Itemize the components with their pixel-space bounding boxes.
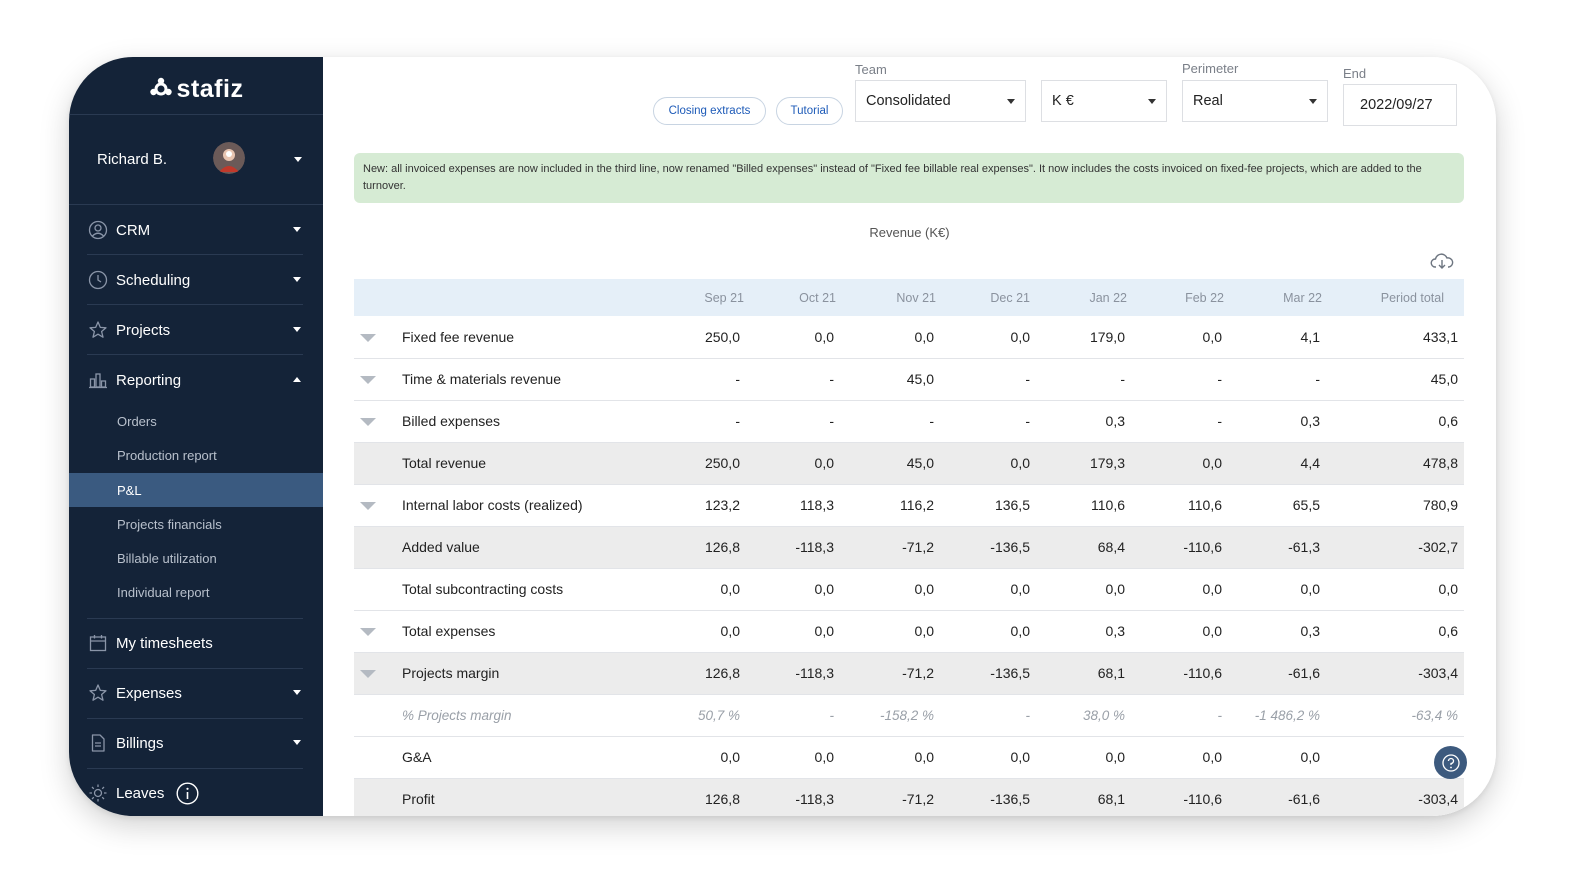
table-cell: -118,3 bbox=[751, 652, 845, 694]
table-cell: 179,0 bbox=[1038, 316, 1135, 358]
toggle-cell[interactable] bbox=[354, 316, 394, 358]
table-cell: 45,0 bbox=[845, 358, 942, 400]
unit-select[interactable] bbox=[1041, 80, 1167, 122]
expand-triangle-icon[interactable] bbox=[360, 628, 376, 636]
logo[interactable] bbox=[69, 71, 323, 107]
table-cell: -1 486,2 % bbox=[1232, 694, 1330, 736]
table-cell: 0,3 bbox=[1232, 400, 1330, 442]
chevron-down-icon bbox=[293, 740, 301, 745]
sidebar-item-label: My timesheets bbox=[116, 634, 213, 652]
sidebar-item-label: CRM bbox=[116, 221, 151, 239]
table-cell: -118,3 bbox=[751, 778, 845, 816]
table-cell: 0,0 bbox=[942, 736, 1038, 778]
sidebar-item-label: Leaves bbox=[116, 784, 165, 802]
toggle-cell bbox=[354, 694, 394, 736]
table-cell: 45,0 bbox=[845, 442, 942, 484]
column-header: Oct 21 bbox=[751, 279, 845, 316]
table-cell: -158,2 % bbox=[845, 694, 942, 736]
row-label: Time & materials revenue bbox=[394, 358, 654, 400]
logo-text: stafiz bbox=[176, 74, 244, 103]
table-cell: -71,2 bbox=[845, 526, 942, 568]
chevron-down-icon bbox=[1148, 99, 1156, 104]
table-cell: -136,5 bbox=[942, 526, 1038, 568]
table-cell: - bbox=[751, 358, 845, 400]
sidebar-item-crm[interactable] bbox=[87, 205, 303, 255]
column-header: Nov 21 bbox=[845, 279, 942, 316]
row-label: G&A bbox=[394, 736, 654, 778]
row-label: Billed expenses bbox=[394, 400, 654, 442]
sidebar-subitem-active-bg bbox=[69, 473, 323, 507]
sidebar-item-label: Reporting bbox=[116, 371, 182, 389]
sidebar-item-label: Expenses bbox=[116, 684, 182, 702]
table-cell: -136,5 bbox=[942, 652, 1038, 694]
table-cell: 4,4 bbox=[1232, 442, 1330, 484]
chevron-down-icon[interactable] bbox=[294, 157, 302, 162]
team-select[interactable] bbox=[855, 80, 1026, 122]
table-cell: - bbox=[845, 400, 942, 442]
table-cell: 126,8 bbox=[654, 652, 751, 694]
table-cell: 116,2 bbox=[845, 484, 942, 526]
table-cell: - bbox=[942, 358, 1038, 400]
table-cell: 0,0 bbox=[1330, 568, 1464, 610]
avatar[interactable] bbox=[213, 142, 245, 174]
table-cell: 68,1 bbox=[1038, 652, 1135, 694]
expand-triangle-icon[interactable] bbox=[360, 670, 376, 678]
sun-icon bbox=[88, 783, 108, 803]
table-cell: 126,8 bbox=[654, 778, 751, 816]
table-row[interactable] bbox=[354, 652, 1464, 694]
table-row bbox=[354, 778, 1464, 816]
column-header: Mar 22 bbox=[1232, 279, 1330, 316]
table-cell: -302,7 bbox=[1330, 526, 1464, 568]
table-cell: 0,0 bbox=[654, 736, 751, 778]
sidebar-item-timesheets[interactable] bbox=[87, 618, 303, 668]
toggle-cell bbox=[354, 442, 394, 484]
cloud-download-icon[interactable] bbox=[1430, 252, 1454, 270]
expand-triangle-icon[interactable] bbox=[360, 334, 376, 342]
toggle-cell bbox=[354, 778, 394, 816]
row-label: Total revenue bbox=[394, 442, 654, 484]
end-date-value: 2022/09/27 bbox=[1360, 97, 1433, 113]
table-cell: 179,3 bbox=[1038, 442, 1135, 484]
table-cell: 0,0 bbox=[1038, 736, 1135, 778]
sidebar-subitem-orders[interactable]: Orders bbox=[117, 414, 157, 429]
table-cell: -61,3 bbox=[1232, 526, 1330, 568]
table-row bbox=[354, 442, 1464, 484]
column-header: Sep 21 bbox=[654, 279, 751, 316]
sidebar-subitem-production-report[interactable]: Production report bbox=[117, 448, 217, 463]
table-cell: 0,0 bbox=[1135, 568, 1232, 610]
main-content bbox=[323, 57, 1496, 816]
table-cell: 38,0 % bbox=[1038, 694, 1135, 736]
table-cell: 0,0 bbox=[1135, 442, 1232, 484]
user-circle-icon bbox=[88, 220, 108, 240]
team-label: Team bbox=[855, 62, 887, 77]
clock-icon bbox=[88, 270, 108, 290]
table-row[interactable] bbox=[354, 316, 1464, 358]
table-cell: 0,0 bbox=[845, 568, 942, 610]
sidebar-subitem-individual-report[interactable]: Individual report bbox=[117, 585, 210, 600]
table-cell: 126,8 bbox=[654, 526, 751, 568]
table-cell: - bbox=[654, 400, 751, 442]
sidebar-subitem-projects-financials[interactable]: Projects financials bbox=[117, 517, 222, 532]
table-cell: -136,5 bbox=[942, 778, 1038, 816]
table-cell: -303,4 bbox=[1330, 778, 1464, 816]
column-header bbox=[354, 279, 394, 316]
table-cell: 0,0 bbox=[942, 568, 1038, 610]
team-value: Consolidated bbox=[866, 93, 951, 109]
table-cell: 0,0 bbox=[942, 610, 1038, 652]
table-cell: 136,5 bbox=[942, 484, 1038, 526]
table-row[interactable] bbox=[354, 358, 1464, 400]
table-header bbox=[354, 279, 1464, 316]
closing-extracts-button[interactable]: Closing extracts bbox=[653, 97, 766, 125]
divider bbox=[69, 114, 323, 115]
table-cell: 0,3 bbox=[1232, 610, 1330, 652]
table-row bbox=[354, 526, 1464, 568]
row-label: Fixed fee revenue bbox=[394, 316, 654, 358]
column-header: Dec 21 bbox=[942, 279, 1038, 316]
sidebar-item-scheduling[interactable] bbox=[87, 255, 303, 305]
end-label: End bbox=[1343, 66, 1367, 81]
table-cell: - bbox=[751, 400, 845, 442]
table-cell: 4,1 bbox=[1232, 316, 1330, 358]
table-cell: - bbox=[1232, 358, 1330, 400]
chevron-down-icon bbox=[293, 227, 301, 232]
table-cell: - bbox=[1038, 358, 1135, 400]
table-cell: -61,6 bbox=[1232, 778, 1330, 816]
table-cell: 118,3 bbox=[751, 484, 845, 526]
table-cell: 0,6 bbox=[1330, 400, 1464, 442]
chevron-down-icon bbox=[293, 327, 301, 332]
sidebar-item-label: Projects bbox=[116, 321, 171, 339]
perimeter-select[interactable] bbox=[1182, 80, 1328, 122]
table-cell: - bbox=[1135, 400, 1232, 442]
star-icon bbox=[88, 683, 108, 703]
table-cell: -61,6 bbox=[1232, 652, 1330, 694]
table-cell: 50,7 % bbox=[654, 694, 751, 736]
table-cell: 0,0 bbox=[1135, 610, 1232, 652]
logo-icon bbox=[149, 77, 173, 101]
sidebar-item-reporting[interactable] bbox=[87, 355, 303, 405]
bar-chart-icon bbox=[88, 370, 108, 390]
report-title: Revenue (K€) bbox=[869, 225, 950, 240]
table-cell: 0,0 bbox=[1038, 568, 1135, 610]
user-menu[interactable] bbox=[97, 139, 307, 179]
table-cell: 0,0 bbox=[845, 736, 942, 778]
table-cell: 250,0 bbox=[654, 316, 751, 358]
column-header: Feb 22 bbox=[1135, 279, 1232, 316]
perimeter-label: Perimeter bbox=[1182, 61, 1239, 76]
chevron-down-icon bbox=[1309, 99, 1317, 104]
chevron-down-icon bbox=[293, 277, 301, 282]
row-label: Profit bbox=[394, 778, 654, 816]
table-cell: - bbox=[751, 694, 845, 736]
column-header: Jan 22 bbox=[1038, 279, 1135, 316]
table-row bbox=[354, 694, 1464, 736]
sidebar-item-label: Billings bbox=[116, 734, 164, 752]
calendar-icon bbox=[88, 633, 108, 653]
sidebar-item-label: Scheduling bbox=[116, 271, 191, 289]
table-row bbox=[354, 736, 1464, 778]
expand-triangle-icon[interactable] bbox=[360, 418, 376, 426]
column-header: Period total bbox=[1330, 279, 1464, 316]
document-icon bbox=[88, 733, 108, 753]
table-cell: 0,6 bbox=[1330, 610, 1464, 652]
table-cell: -110,6 bbox=[1135, 652, 1232, 694]
chevron-down-icon bbox=[293, 690, 301, 695]
sidebar-item-billings[interactable] bbox=[87, 718, 303, 768]
table-cell: 0,0 bbox=[654, 610, 751, 652]
table-cell: - bbox=[1135, 694, 1232, 736]
chevron-up-icon bbox=[293, 377, 301, 382]
row-label: Total expenses bbox=[394, 610, 654, 652]
sidebar-subitem-billable-utilization[interactable]: Billable utilization bbox=[117, 551, 217, 566]
table-cell: -118,3 bbox=[751, 526, 845, 568]
table-cell: - bbox=[942, 400, 1038, 442]
toggle-cell[interactable] bbox=[354, 358, 394, 400]
pl-table bbox=[354, 279, 1464, 816]
toggle-cell bbox=[354, 526, 394, 568]
table-cell: 0,0 bbox=[1232, 736, 1330, 778]
expand-triangle-icon[interactable] bbox=[360, 376, 376, 384]
notice-banner: New: all invoiced expenses are now included in the third line, now renamed "Billed expenses" instead of "Fixed fee billable real expenses". It now includes the costs invoiced on fixed-fee projects, which are added to the turnover. bbox=[354, 153, 1464, 203]
row-label: Total subcontracting costs bbox=[394, 568, 654, 610]
table-cell: 68,1 bbox=[1038, 778, 1135, 816]
table-cell: -110,6 bbox=[1135, 526, 1232, 568]
info-icon[interactable] bbox=[176, 782, 199, 805]
table-cell: 0,0 bbox=[751, 316, 845, 358]
table-cell: -71,2 bbox=[845, 652, 942, 694]
table-cell: -71,2 bbox=[845, 778, 942, 816]
sidebar-item-leaves[interactable] bbox=[87, 768, 303, 816]
chevron-down-icon bbox=[1007, 99, 1015, 104]
user-name: Richard B. bbox=[97, 150, 168, 168]
table-cell: 0,0 bbox=[845, 610, 942, 652]
row-label: Projects margin bbox=[394, 652, 654, 694]
help-button[interactable] bbox=[1434, 746, 1467, 779]
row-label: % Projects margin bbox=[394, 694, 654, 736]
row-label: Added value bbox=[394, 526, 654, 568]
expand-triangle-icon[interactable] bbox=[360, 502, 376, 510]
app-window bbox=[69, 57, 1496, 816]
table-cell: 0,0 bbox=[845, 316, 942, 358]
table-cell: 65,5 bbox=[1232, 484, 1330, 526]
table-cell: 478,8 bbox=[1330, 442, 1464, 484]
table-cell: 0,0 bbox=[751, 568, 845, 610]
table-cell: 45,0 bbox=[1330, 358, 1464, 400]
table-row[interactable] bbox=[354, 610, 1464, 652]
sidebar-subitem-pl[interactable]: P&L bbox=[117, 483, 142, 498]
table-cell: -110,6 bbox=[1135, 778, 1232, 816]
tutorial-button[interactable]: Tutorial bbox=[776, 97, 843, 125]
table-cell: 0,0 bbox=[1232, 568, 1330, 610]
toggle-cell[interactable] bbox=[354, 652, 394, 694]
sidebar bbox=[69, 57, 323, 816]
table-row[interactable] bbox=[354, 400, 1464, 442]
table-cell: 0,0 bbox=[942, 316, 1038, 358]
table-cell: -303,4 bbox=[1330, 652, 1464, 694]
star-icon bbox=[88, 320, 108, 340]
table-cell: 0,0 bbox=[1135, 736, 1232, 778]
end-date-input[interactable] bbox=[1343, 84, 1457, 126]
row-label: Internal labor costs (realized) bbox=[394, 484, 654, 526]
table-cell: 0,3 bbox=[1038, 610, 1135, 652]
table-cell: 0,0 bbox=[751, 736, 845, 778]
toggle-cell bbox=[354, 736, 394, 778]
toggle-cell[interactable] bbox=[354, 400, 394, 442]
perimeter-value: Real bbox=[1193, 93, 1223, 109]
table-cell: 0,0 bbox=[751, 442, 845, 484]
table-cell: 110,6 bbox=[1038, 484, 1135, 526]
table-cell: -63,4 % bbox=[1330, 694, 1464, 736]
table-cell: - bbox=[1135, 358, 1232, 400]
table-cell: 0,3 bbox=[1038, 400, 1135, 442]
table-cell: 0,0 bbox=[1135, 316, 1232, 358]
table-cell: - bbox=[942, 694, 1038, 736]
table-cell: - bbox=[654, 358, 751, 400]
column-header bbox=[394, 279, 654, 316]
table-row[interactable] bbox=[354, 484, 1464, 526]
table-row bbox=[354, 568, 1464, 610]
table-cell: 0,0 bbox=[654, 568, 751, 610]
table-cell: 68,4 bbox=[1038, 526, 1135, 568]
sidebar-item-expenses[interactable] bbox=[87, 668, 303, 718]
table-cell: 0,0 bbox=[942, 442, 1038, 484]
toggle-cell[interactable] bbox=[354, 484, 394, 526]
table-cell: 780,9 bbox=[1330, 484, 1464, 526]
sidebar-item-projects[interactable] bbox=[87, 305, 303, 355]
table-cell: 123,2 bbox=[654, 484, 751, 526]
unit-value: K € bbox=[1052, 93, 1074, 109]
table-cell: 250,0 bbox=[654, 442, 751, 484]
toggle-cell bbox=[354, 568, 394, 610]
toggle-cell[interactable] bbox=[354, 610, 394, 652]
table-cell: 110,6 bbox=[1135, 484, 1232, 526]
table-cell: 0,0 bbox=[751, 610, 845, 652]
question-icon bbox=[1441, 753, 1461, 773]
table-cell: 433,1 bbox=[1330, 316, 1464, 358]
